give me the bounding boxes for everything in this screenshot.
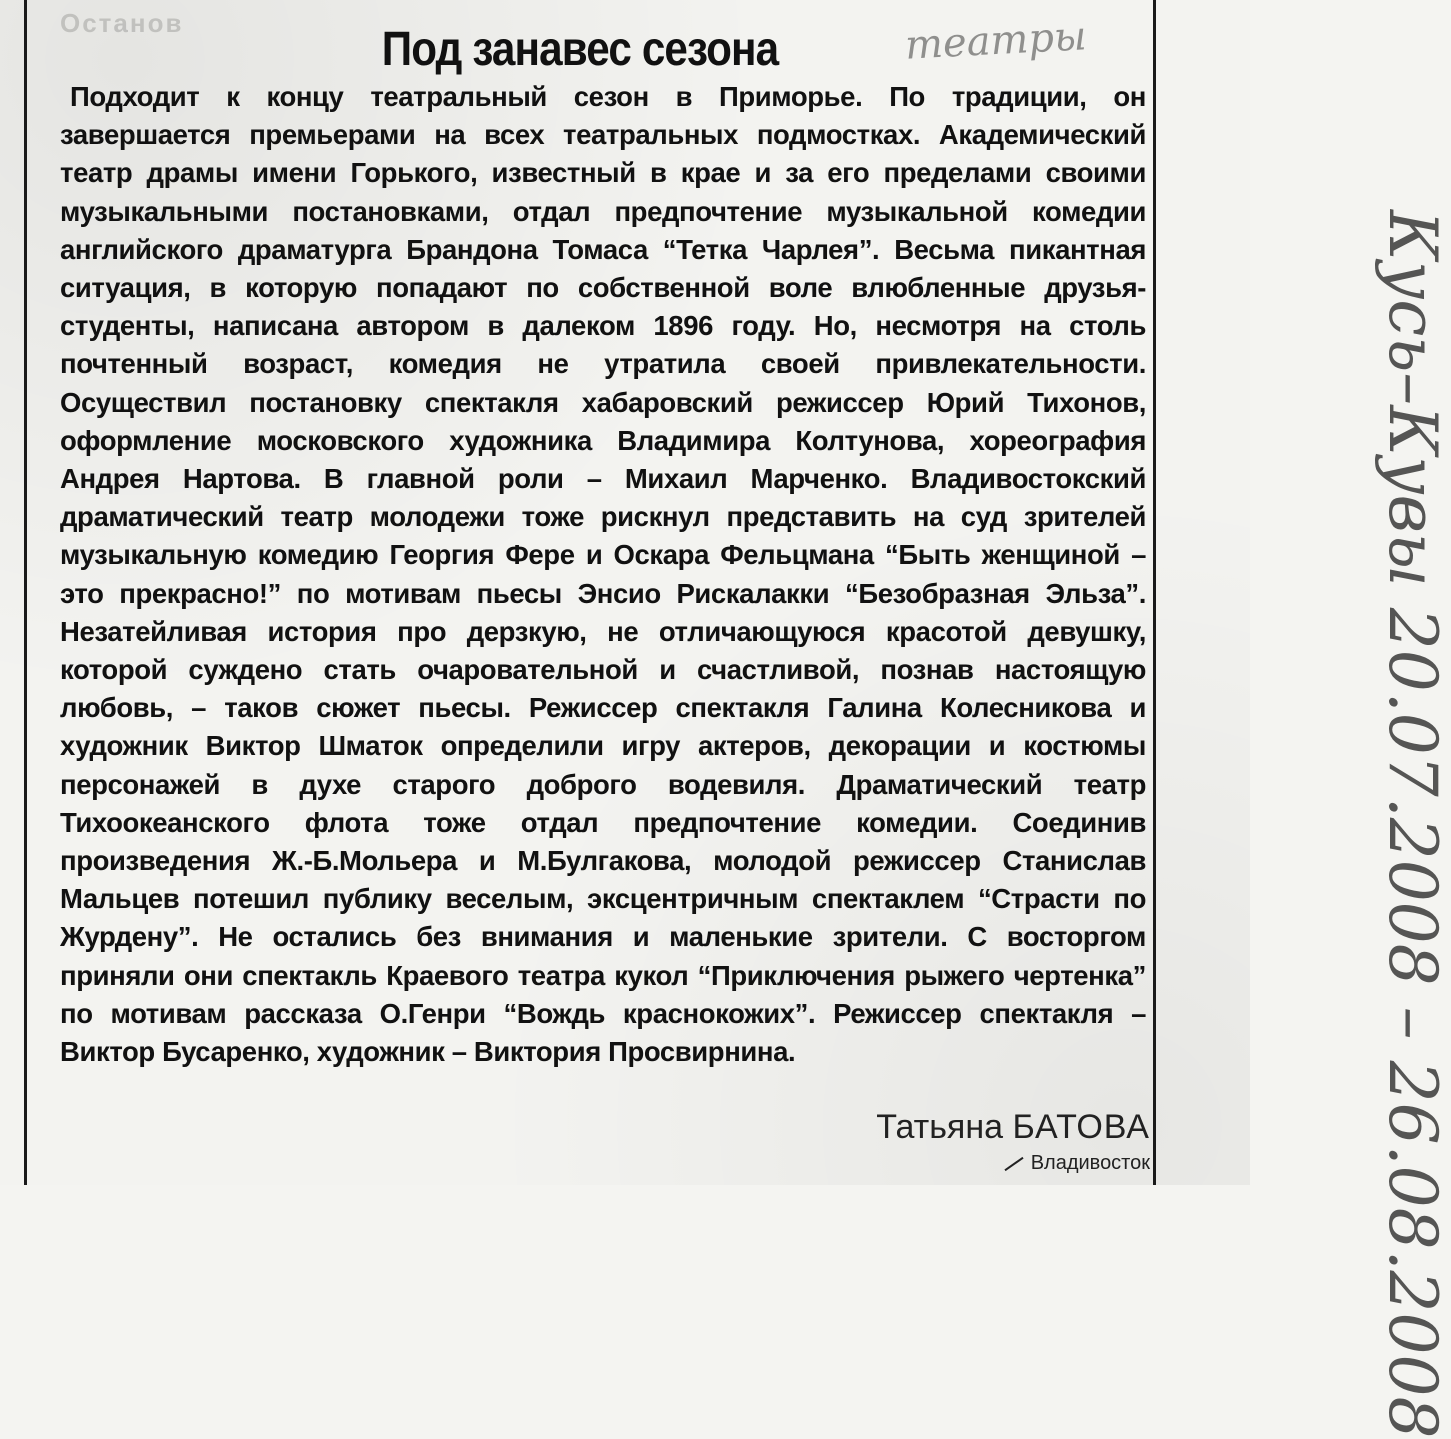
article-headline: Под занавес сезона [381, 23, 779, 76]
article-body [60, 78, 1146, 1071]
handwritten-note-side: Кусь–Кувы 20.07.2008 – 26.08.2008 [1374, 210, 1451, 1439]
author-city-label: Владивосток [1030, 1152, 1150, 1174]
handwritten-note-top: театры [903, 13, 1088, 69]
author-city [1003, 1152, 1150, 1175]
author-first-name: Татьяна [876, 1108, 1004, 1146]
article-paragraph: Подходит к концу театральный сезон в Приморье. По традиции, он завершается премьерами на всех театральных подмостках. Академический театр драмы имени Горького, известный в крае и за его пределами своими музыкальными постановками, отдал предпочтение музыкальной комедии английского драматурга Брандона Томаса “Тетка Чарлея”. Весьма пикантная ситуация, в которую попадают по собственной воле влюбленные друзья-студенты, написана автором в далеком 1896 году. Но, несмотря на столь почтенный возраст, комедия не утратила своей привлекательности. Осуществил постановку спектакля хабаровский режиссер Юрий Тихонов, оформление московского художника Владимира Колтунова, хореография Андрея Нартова. В главной роли – Михаил Марченко. Владивостокский драматический театр молодежи тоже рискнул представить на суд зрителей музыкальную комедию Георгия Фере и Оскара Фельцмана “Быть женщиной – это прекрасно!” по мотивам пьесы Энсио Рискалакки “Безобразная Эльза”. Незатейливая история про дерзкую, не отличающуюся красотой девушку, которой суждено стать очаровательной и счастливой, познав настоящую любовь, – таков сюжет пьесы. Режиссер спектакля Галина Колесникова и художник Виктор Шматок определили игру актеров, декорации и костюмы персонажей в духе старого доброго водевиля. Драматический театр Тихоокеанского флота тоже отдал предпочтение комедии. Соединив произведения Ж.-Б.Мольера и М.Булгакова, молодой режиссер Станислав Мальцев потешил публику веселым, эксцентричным спектаклем “Страсти по Журдену”. Не остались без внимания и маленькие зрители. С восторгом приняли они спектакль Краевого театра кукол “Приключения рыжего чертенка” по мотивам рассказа О.Генри “Вождь краснокожих”. Режиссер спектакля – Виктор Бусаренко, художник – Виктория Просвирнина. [60, 81, 1146, 1068]
slash-mark-icon [1004, 1157, 1023, 1171]
author-last-name: БАТОВА [1012, 1108, 1150, 1146]
left-column-rule [24, 0, 27, 1185]
right-column-rule [1153, 0, 1156, 1185]
author-signature [876, 1108, 1150, 1147]
bleed-through-text: Останов [60, 8, 184, 38]
